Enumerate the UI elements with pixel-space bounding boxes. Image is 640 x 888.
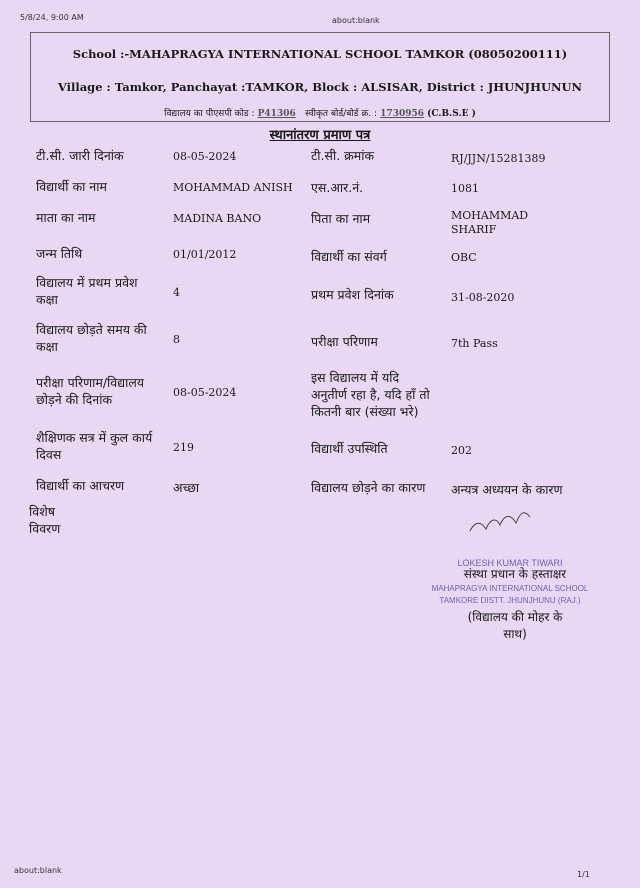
leaving-class-label-line2: कक्षा [36, 339, 58, 354]
leaving-reason-label: विद्यालय छोड़ने का कारण [311, 480, 426, 495]
exam-date-value: 08-05-2024 [173, 386, 237, 399]
psp-code: P41306 [257, 109, 296, 119]
stamp-address: TAMKORE DISTT. JHUNJHUNU (RAJ.) [439, 596, 581, 605]
seal-label-line1: (विद्यालय की मोहर के [467, 610, 563, 624]
board-label: स्वीकृत बोर्ड/बोर्ड क्र. : [305, 109, 378, 119]
signature-scribble [466, 505, 536, 539]
mother-name-label: माता का नाम [36, 210, 96, 225]
school-codes [31, 106, 609, 119]
sr-no-value: 1081 [451, 182, 479, 195]
tc-date-value: 08-05-2024 [173, 150, 237, 163]
attendance-label: विद्यार्थी उपस्थिति [311, 441, 388, 456]
exam-result-label: परीक्षा परिणाम [311, 334, 378, 349]
dob-value: 01/01/2012 [173, 248, 237, 261]
conduct-label: विद्यार्थी का आचरण [36, 478, 125, 493]
print-url-bottom: about:blank [14, 866, 62, 875]
father-name-value-line2: SHARIF [451, 223, 497, 236]
failed-count-label-line3: कितनी बार (संख्या भरे) [311, 404, 419, 419]
father-name-label: पिता का नाम [311, 211, 371, 226]
working-days-label-line1: शैक्षिणक सत्र में कुल कार्य [36, 430, 153, 445]
school-header-box [30, 32, 610, 122]
first-admission-class-label-line2: कक्षा [36, 292, 58, 307]
working-days-value: 219 [173, 441, 194, 454]
print-datetime: 5/8/24, 9:00 AM [20, 13, 84, 22]
mother-name-value: MADINA BANO [173, 212, 262, 225]
working-days-label-line2: दिवस [36, 447, 62, 462]
student-name-value: MOHAMMAD ANISH [173, 181, 293, 194]
dob-label: जन्म तिथि [36, 246, 83, 261]
conduct-value: अच्छा [173, 480, 200, 495]
psp-label: विद्यालय का पीएसपी कोड : [164, 109, 255, 119]
first-admission-class-label-line1: विद्यालय में प्रथम प्रवेश [36, 275, 138, 290]
student-name-label: विद्यार्थी का नाम [36, 179, 107, 194]
category-label: विद्यार्थी का संवर्ग [311, 249, 387, 264]
tc-no-label: टी.सी. क्रमांक [311, 148, 375, 163]
remarks-label-line2: विवरण [29, 521, 61, 536]
father-name-value-line1: MOHAMMAD [451, 209, 529, 222]
board-code: 1730956 [380, 109, 425, 119]
leaving-reason-value: अन्यत्र अध्ययन के कारण [451, 482, 563, 497]
exam-result-value: 7th Pass [451, 337, 498, 350]
print-page-count: 1/1 [577, 870, 590, 879]
first-admission-date-value: 31-08-2020 [451, 291, 515, 304]
seal-label-line2: साथ) [503, 627, 527, 641]
exam-date-label-line2: छोड़ने की दिनांक [36, 392, 113, 407]
certificate-title: स्थानांतरण प्रमाण पत्र [269, 128, 371, 143]
sr-no-label: एस.आर.नं. [311, 180, 364, 195]
tc-date-label: टी.सी. जारी दिनांक [36, 148, 124, 163]
leaving-class-label-line1: विद्यालय छोड़ते समय की [36, 322, 147, 337]
tc-no-value: RJ/JJN/15281389 [451, 152, 546, 165]
head-signature-label: संस्था प्रधान के हस्ताक्षर [463, 567, 567, 581]
category-value: OBC [451, 251, 477, 264]
school-address: Village : Tamkor, Panchayat :TAMKOR, Block : ALSISAR, District : JHUNJHUNUN [57, 80, 583, 94]
attendance-value: 202 [451, 444, 472, 457]
leaving-class-value: 8 [173, 333, 180, 346]
failed-count-label-line1: इस विद्यालय में यदि [311, 370, 400, 385]
first-admission-date-label: प्रथम प्रवेश दिनांक [311, 287, 394, 302]
print-url-top: about:blank [332, 16, 380, 25]
board-name: (C.B.S.E ) [427, 109, 476, 119]
stamp-school: MAHAPRAGYA INTERNATIONAL SCHOOL [431, 584, 589, 593]
remarks-label-line1: विशेष [29, 504, 55, 519]
exam-date-label-line1: परीक्षा परिणाम/विद्यालय [36, 375, 145, 390]
failed-count-label-line2: अनुतीर्ण रहा है, यदि हाँ तो [311, 387, 430, 402]
stamp-name: LOKESH KUMAR TIWARI [457, 558, 563, 568]
first-admission-class-value: 4 [173, 286, 180, 299]
school-name: School :-MAHAPRAGYA INTERNATIONAL SCHOOL TAMKOR (08050200111) [72, 47, 568, 61]
